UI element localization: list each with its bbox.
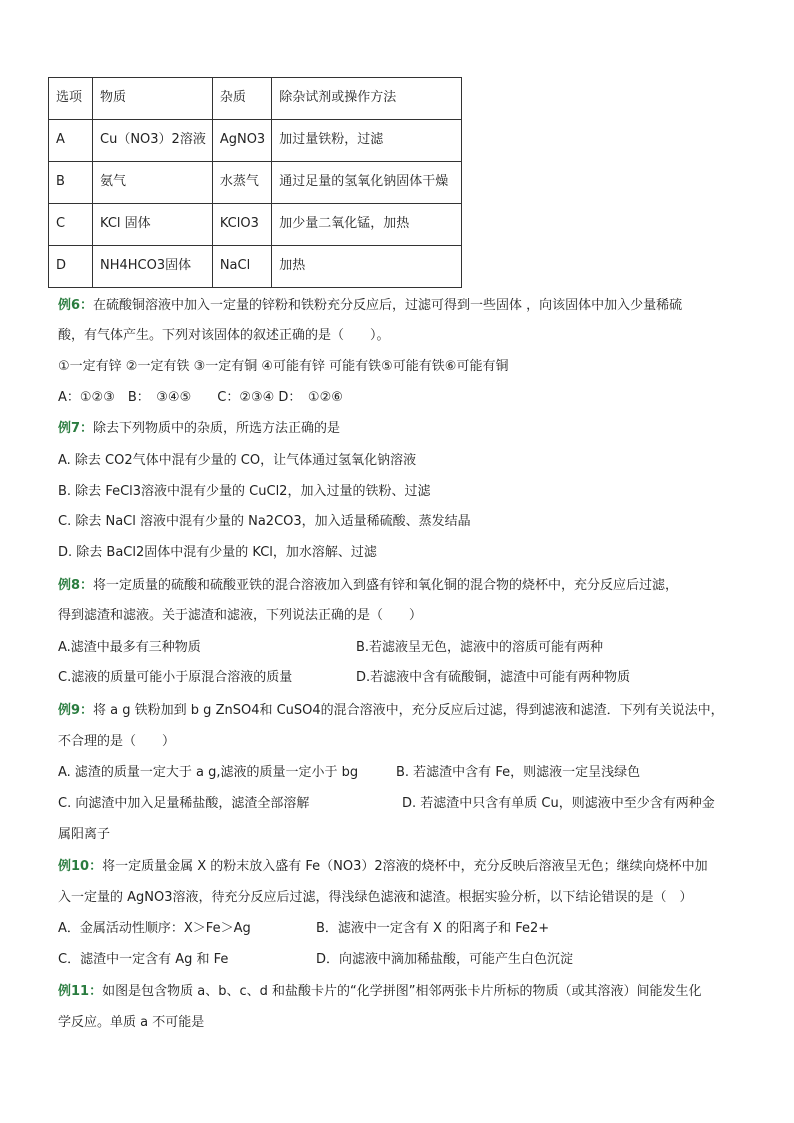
q8-stem-text: 将一定质量的硫酸和硫酸亚铁的混合溶液加入到盛有锌和氧化铜的混合物的烧杯中，充分反应后过滤， — [93, 578, 679, 593]
table-row — [49, 204, 462, 246]
option-cell: D — [49, 246, 93, 288]
table-row — [49, 162, 462, 204]
q10-stem-text: 将一定质量金属 X 的粉末放入盛有 Fe（NO3）2溶液的烧杯中，充分反映后溶液呈无色；继续向烧杯中加 — [102, 859, 708, 874]
q6-choices: A：①②③ B： ③④⑤ C：②③④ D： ①②⑥ — [58, 390, 343, 405]
q9-stem-line2: 不合理的是（ ） — [58, 734, 176, 749]
q9-stem-line1 — [58, 703, 724, 719]
q6-label: 例6： — [58, 298, 94, 313]
header-cell: 除杂试剂或操作方法 — [272, 78, 462, 120]
impurity-cell: 水蒸气 — [212, 162, 271, 204]
q10-option-c: C．滤渣中一定含有 Ag 和 Fe — [58, 952, 229, 967]
substance-cell: KCl 固体 — [93, 204, 213, 246]
q10-label: 例10： — [58, 859, 103, 874]
q8-label: 例8： — [58, 578, 94, 593]
q6-stem-line2: 酸，有气体产生。下列对该固体的叙述正确的是（ ）。 — [58, 328, 390, 343]
q11-stem-line2: 学反应。单质 a 不可能是 — [58, 1015, 205, 1030]
method-cell: 通过足量的氢氧化钠固体干燥 — [272, 162, 462, 204]
substance-cell: 氨气 — [93, 162, 213, 204]
q10-option-b: B．滤液中一定含有 X 的阳离子和 Fe2+ — [316, 921, 550, 936]
impurity-cell: AgNO3 — [212, 120, 271, 162]
q11-label: 例11： — [58, 984, 103, 999]
q10-option-a: A．金属活动性顺序：X＞Fe＞Ag — [58, 921, 251, 936]
option-cell: A — [49, 120, 93, 162]
q11-stem-line1 — [58, 984, 701, 1000]
q6-stem-line1 — [58, 298, 682, 314]
header-cell: 物质 — [93, 78, 213, 120]
q8-option-a: A.滤渣中最多有三种物质 — [58, 640, 201, 655]
method-cell: 加过量铁粉，过滤 — [272, 120, 462, 162]
q8-stem-line2: 得到滤渣和滤液。关于滤渣和滤液，下列说法正确的是（ ） — [58, 608, 423, 623]
substance-cell: NH4HCO3固体 — [93, 246, 213, 288]
q6-stem-text: 在硫酸铜溶液中加入一定量的锌粉和铁粉充分反应后，过滤可得到一些固体 ，向该固体中加入少量稀硫 — [93, 298, 683, 313]
q7-option-b: B. 除去 FeCl3溶液中混有少量的 CuCl2，加入过量的铁粉、过滤 — [58, 484, 431, 499]
option-cell: C — [49, 204, 93, 246]
q9-option-d: D. 若滤渣中只含有单质 Cu，则滤液中至少含有两种金 — [402, 796, 715, 811]
option-cell: B — [49, 162, 93, 204]
impurity-table — [48, 77, 462, 288]
q9-option-c: C. 向滤渣中加入足量稀盐酸，滤渣全部溶解 — [58, 796, 310, 811]
substance-cell: Cu（NO3）2溶液 — [93, 120, 213, 162]
q7-label: 例7： — [58, 421, 94, 436]
method-cell: 加少量二氧化锰，加热 — [272, 204, 462, 246]
impurity-cell: KClO3 — [212, 204, 271, 246]
q11-stem-text: 如图是包含物质 a、b、c、d 和盐酸卡片的“化学拼图”相邻两张卡片所标的物质（或其溶液）间能发生化 — [102, 984, 702, 999]
table-row — [49, 120, 462, 162]
q8-option-c: C.滤液的质量可能小于原混合溶液的质量 — [58, 670, 293, 685]
q9-option-d-cont: 属阳离子 — [58, 827, 111, 842]
q9-stem-text: 将 a g 铁粉加到 b g ZnSO4和 CuSO4的混合溶液中，充分反应后过滤，得到滤液和滤渣．下列有关说法中， — [93, 703, 724, 718]
q9-option-b: B. 若滤渣中含有 Fe，则滤液一定呈浅绿色 — [396, 765, 641, 780]
impurity-cell: NaCl — [212, 246, 271, 288]
q7-stem-text: 除去下列物质中的杂质，所选方法正确的是 — [93, 421, 341, 436]
table-header-row — [49, 78, 462, 120]
q8-option-b: B.若滤液呈无色，滤液中的溶质可能有两种 — [356, 640, 604, 655]
q8-option-d: D.若滤液中含有硫酸铜，滤渣中可能有两种物质 — [356, 670, 631, 685]
q6-statements: ①一定有锌 ②一定有铁 ③一定有铜 ④可能有锌 可能有铁⑤可能有铁⑥可能有铜 — [58, 359, 509, 374]
q10-stem-line2: 入一定量的 AgNO3溶液，待充分反应后过滤，得浅绿色滤液和滤渣。根据实验分析，以下结论错误的是（ ） — [58, 890, 693, 905]
q7-option-a: A. 除去 CO2气体中混有少量的 CO，让气体通过氢氧化钠溶液 — [58, 453, 417, 468]
q8-stem-line1 — [58, 578, 678, 594]
header-cell: 杂质 — [212, 78, 271, 120]
q10-stem-line1 — [58, 859, 708, 875]
q9-label: 例9： — [58, 703, 94, 718]
q7-option-c: C. 除去 NaCl 溶液中混有少量的 Na2CO3，加入适量稀硫酸、蒸发结晶 — [58, 514, 471, 529]
table-row — [49, 246, 462, 288]
q9-option-a: A. 滤渣的质量一定大于 a g,滤液的质量一定小于 bg — [58, 765, 359, 780]
q7-option-d: D. 除去 BaCl2固体中混有少量的 KCl，加水溶解、过滤 — [58, 545, 377, 560]
q10-option-d: D．向滤液中滴加稀盐酸，可能产生白色沉淀 — [316, 952, 574, 967]
q7-stem — [58, 421, 340, 437]
header-cell: 选项 — [49, 78, 93, 120]
method-cell: 加热 — [272, 246, 462, 288]
